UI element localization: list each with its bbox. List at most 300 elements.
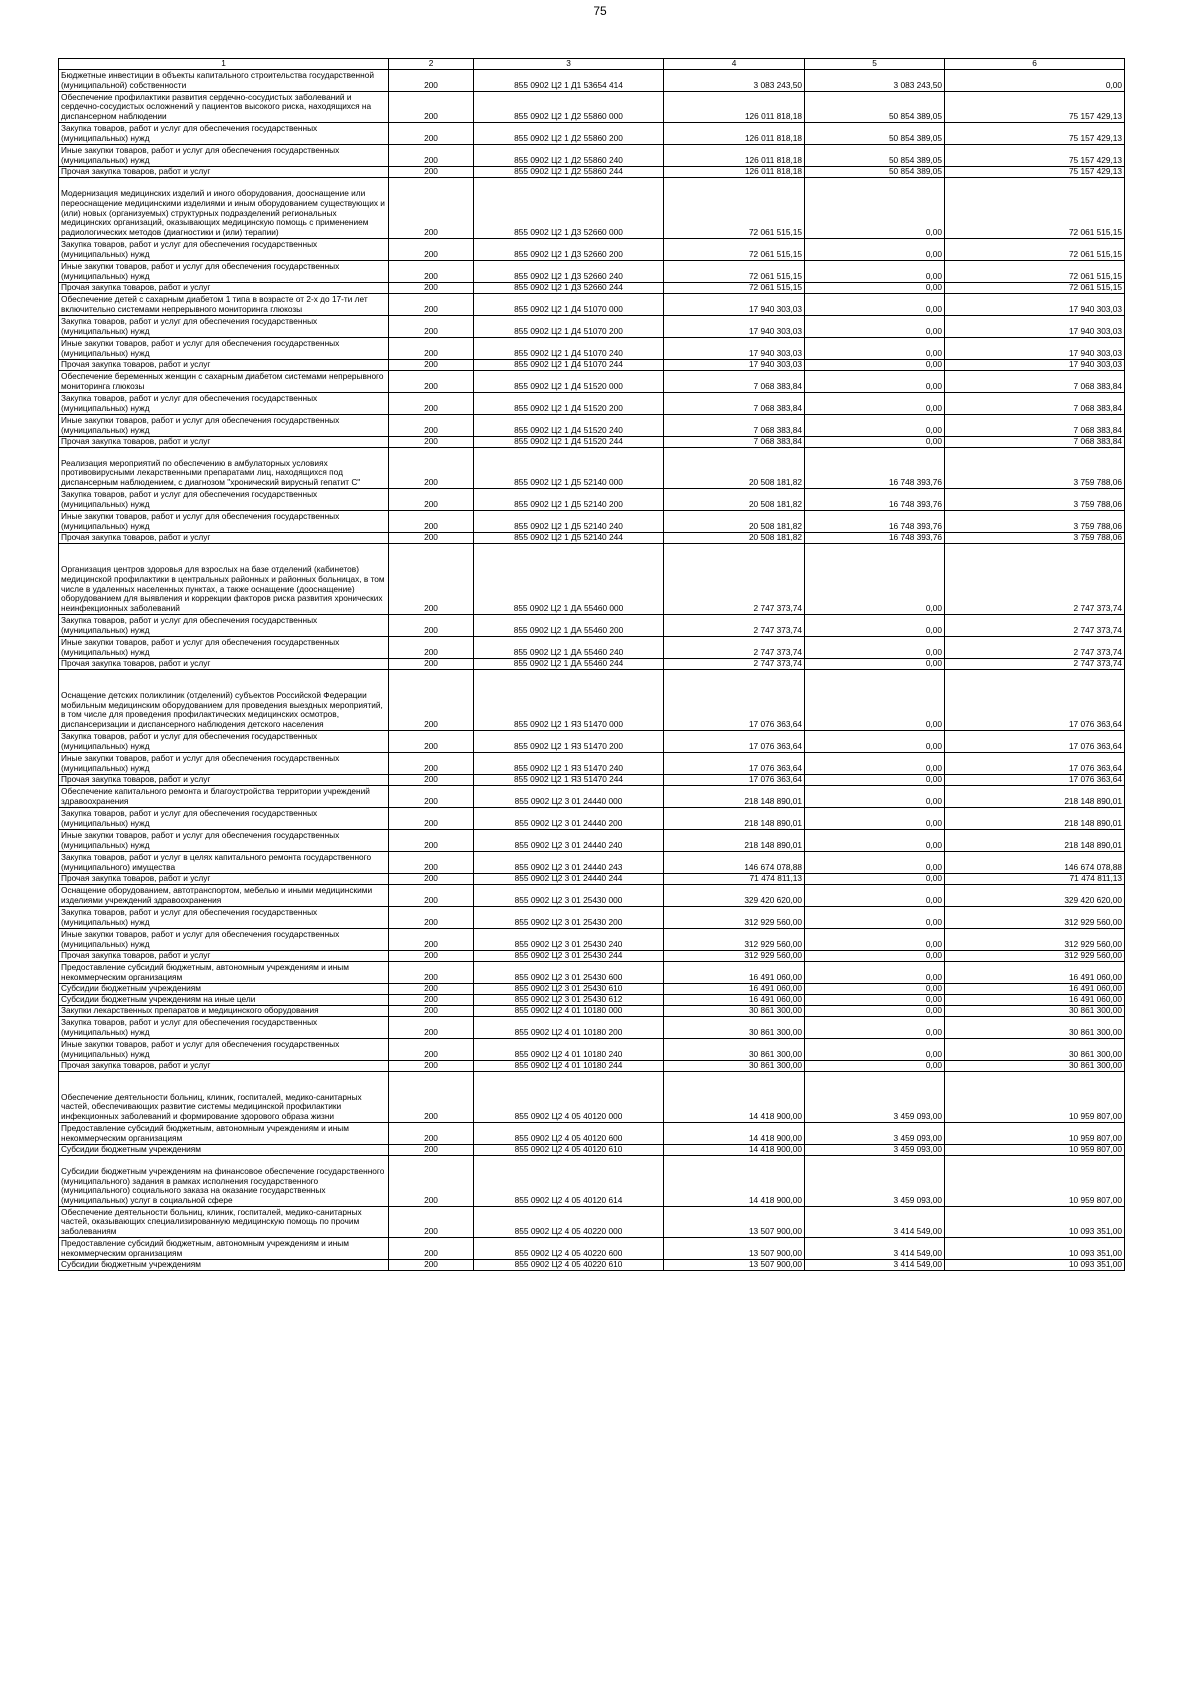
row-remaining-cell: 7 068 383,84 <box>945 437 1125 448</box>
row-code-cell: 855 0902 Ц2 1 Я3 51470 244 <box>474 775 664 786</box>
row-name-cell: Закупки лекарственных препаратов и медицинского оборудования <box>59 1006 389 1017</box>
table-row <box>59 1238 1125 1260</box>
row-code-cell: 855 0902 Ц2 1 Д5 52140 240 <box>474 511 664 533</box>
row-executed-cell: 3 083 243,50 <box>805 70 945 92</box>
row-name-cell: Закупка товаров, работ и услуг для обеспечения государственных (муниципальных) нужд <box>59 731 389 753</box>
row-code-cell: 855 0902 Ц2 1 ДА 55460 244 <box>474 659 664 670</box>
row-name-cell: Прочая закупка товаров, работ и услуг <box>59 283 389 294</box>
row-approved-cell: 126 011 818,18 <box>664 167 805 178</box>
row-executed-cell: 16 748 393,76 <box>805 533 945 544</box>
row-name-cell: Иные закупки товаров, работ и услуг для обеспечения государственных (муниципальных) нужд <box>59 929 389 951</box>
row-col2-cell: 200 <box>389 995 474 1006</box>
row-code-cell: 855 0902 Ц2 3 01 25430 610 <box>474 984 664 995</box>
table-row <box>59 929 1125 951</box>
row-executed-cell: 16 748 393,76 <box>805 448 945 489</box>
row-name-cell: Оснащение детских поликлиник (отделений) субъектов Российской Федерации мобильным медицинским оборудованием для проведения выездных мероприятий, в том числе для проведения профилактических медицинских осмотров, диспансеризации и диспансерного наблюдения детского населения <box>59 670 389 731</box>
row-name-cell: Предоставление субсидий бюджетным, автономным учреждениям и иным некоммерческим организациям <box>59 1238 389 1260</box>
row-col2-cell: 200 <box>389 1156 474 1207</box>
row-approved-cell: 146 674 078,88 <box>664 852 805 874</box>
row-executed-cell: 3 459 093,00 <box>805 1123 945 1145</box>
table-row <box>59 489 1125 511</box>
row-code-cell: 855 0902 Ц2 4 05 40120 610 <box>474 1145 664 1156</box>
row-col2-cell: 200 <box>389 338 474 360</box>
row-executed-cell: 3 414 549,00 <box>805 1260 945 1271</box>
table-row <box>59 167 1125 178</box>
row-approved-cell: 16 491 060,00 <box>664 962 805 984</box>
row-code-cell: 855 0902 Ц2 4 01 10180 244 <box>474 1061 664 1072</box>
row-name-cell: Иные закупки товаров, работ и услуг для обеспечения государственных (муниципальных) нужд <box>59 830 389 852</box>
table-row <box>59 371 1125 393</box>
row-remaining-cell: 72 061 515,15 <box>945 239 1125 261</box>
row-code-cell: 855 0902 Ц2 1 Д4 51070 240 <box>474 338 664 360</box>
row-remaining-cell: 75 157 429,13 <box>945 92 1125 123</box>
row-name-cell: Субсидии бюджетным учреждениям на иные цели <box>59 995 389 1006</box>
row-col2-cell: 200 <box>389 615 474 637</box>
row-approved-cell: 218 148 890,01 <box>664 808 805 830</box>
row-approved-cell: 13 507 900,00 <box>664 1207 805 1238</box>
row-remaining-cell: 71 474 811,13 <box>945 874 1125 885</box>
row-col2-cell: 200 <box>389 145 474 167</box>
row-remaining-cell: 17 940 303,03 <box>945 316 1125 338</box>
row-executed-cell: 0,00 <box>805 995 945 1006</box>
row-name-cell: Обеспечение профилактики развития сердечно-сосудистых заболеваний и сердечно-сосудистых осложнений у пациентов высокого риска, находящихся на диспансерном наблюдении <box>59 92 389 123</box>
row-name-cell: Закупка товаров, работ и услуг в целях капитального ремонта государственного (муниципального) имущества <box>59 852 389 874</box>
row-approved-cell: 126 011 818,18 <box>664 145 805 167</box>
row-executed-cell: 0,00 <box>805 1061 945 1072</box>
row-remaining-cell: 30 861 300,00 <box>945 1061 1125 1072</box>
row-code-cell: 855 0902 Ц2 4 05 40120 000 <box>474 1072 664 1123</box>
row-remaining-cell: 10 093 351,00 <box>945 1238 1125 1260</box>
row-name-cell: Реализация мероприятий по обеспечению в амбулаторных условиях противовирусными лекарственными препаратами лиц, находящихся под диспансерным наблюдением, с диагнозом "хронический вирусный гепатит С" <box>59 448 389 489</box>
row-approved-cell: 2 747 373,74 <box>664 637 805 659</box>
row-name-cell: Субсидии бюджетным учреждениям на финансовое обеспечение государственного (муниципального) задания в рамках исполнения государственного (муниципального) социального заказа на оказание государственных (муниципальных) услуг в социальной сфере <box>59 1156 389 1207</box>
row-remaining-cell: 17 076 363,64 <box>945 670 1125 731</box>
row-approved-cell: 312 929 560,00 <box>664 929 805 951</box>
row-col2-cell: 200 <box>389 261 474 283</box>
row-name-cell: Иные закупки товаров, работ и услуг для обеспечения государственных (муниципальных) нужд <box>59 145 389 167</box>
row-remaining-cell: 30 861 300,00 <box>945 1006 1125 1017</box>
row-col2-cell: 200 <box>389 786 474 808</box>
row-approved-cell: 71 474 811,13 <box>664 874 805 885</box>
row-code-cell: 855 0902 Ц2 1 ДА 55460 000 <box>474 544 664 615</box>
row-executed-cell: 0,00 <box>805 753 945 775</box>
table-row <box>59 786 1125 808</box>
row-name-cell: Иные закупки товаров, работ и услуг для обеспечения государственных (муниципальных) нужд <box>59 753 389 775</box>
row-executed-cell: 0,00 <box>805 637 945 659</box>
table-row <box>59 316 1125 338</box>
row-remaining-cell: 10 093 351,00 <box>945 1207 1125 1238</box>
row-name-cell: Закупка товаров, работ и услуг для обеспечения государственных (муниципальных) нужд <box>59 615 389 637</box>
table-row <box>59 533 1125 544</box>
row-col2-cell: 200 <box>389 70 474 92</box>
row-col2-cell: 200 <box>389 962 474 984</box>
row-executed-cell: 0,00 <box>805 929 945 951</box>
row-col2-cell: 200 <box>389 167 474 178</box>
table-row <box>59 962 1125 984</box>
row-code-cell: 855 0902 Ц2 3 01 24440 243 <box>474 852 664 874</box>
row-col2-cell: 200 <box>389 830 474 852</box>
row-remaining-cell: 3 759 788,06 <box>945 489 1125 511</box>
row-approved-cell: 218 148 890,01 <box>664 830 805 852</box>
row-code-cell: 855 0902 Ц2 1 Д4 51520 200 <box>474 393 664 415</box>
row-name-cell: Закупка товаров, работ и услуг для обеспечения государственных (муниципальных) нужд <box>59 123 389 145</box>
row-executed-cell: 0,00 <box>805 670 945 731</box>
row-approved-cell: 17 940 303,03 <box>664 294 805 316</box>
row-col2-cell: 200 <box>389 415 474 437</box>
row-col2-cell: 200 <box>389 1017 474 1039</box>
column-header: 3 <box>474 59 664 70</box>
row-col2-cell: 200 <box>389 393 474 415</box>
table-row <box>59 448 1125 489</box>
row-col2-cell: 200 <box>389 659 474 670</box>
row-remaining-cell: 30 861 300,00 <box>945 1017 1125 1039</box>
row-col2-cell: 200 <box>389 511 474 533</box>
row-approved-cell: 16 491 060,00 <box>664 984 805 995</box>
row-name-cell: Прочая закупка товаров, работ и услуг <box>59 775 389 786</box>
row-col2-cell: 200 <box>389 294 474 316</box>
row-col2-cell: 200 <box>389 929 474 951</box>
row-col2-cell: 200 <box>389 178 474 239</box>
table-row <box>59 393 1125 415</box>
row-approved-cell: 14 418 900,00 <box>664 1156 805 1207</box>
row-col2-cell: 200 <box>389 283 474 294</box>
row-approved-cell: 2 747 373,74 <box>664 544 805 615</box>
row-name-cell: Иные закупки товаров, работ и услуг для обеспечения государственных (муниципальных) нужд <box>59 338 389 360</box>
row-name-cell: Обеспечение детей с сахарным диабетом 1 типа в возрасте от 2-х до 17-ти лет включительно системами непрерывного мониторинга глюкозы <box>59 294 389 316</box>
row-executed-cell: 0,00 <box>805 775 945 786</box>
row-col2-cell: 200 <box>389 1207 474 1238</box>
row-name-cell: Прочая закупка товаров, работ и услуг <box>59 659 389 670</box>
table-row <box>59 283 1125 294</box>
row-approved-cell: 312 929 560,00 <box>664 907 805 929</box>
row-executed-cell: 0,00 <box>805 907 945 929</box>
row-code-cell: 855 0902 Ц2 4 01 10180 240 <box>474 1039 664 1061</box>
row-executed-cell: 0,00 <box>805 360 945 371</box>
row-name-cell: Субсидии бюджетным учреждениям <box>59 984 389 995</box>
row-approved-cell: 14 418 900,00 <box>664 1072 805 1123</box>
row-approved-cell: 17 940 303,03 <box>664 338 805 360</box>
table-row <box>59 830 1125 852</box>
row-executed-cell: 0,00 <box>805 294 945 316</box>
row-code-cell: 855 0902 Ц2 1 Д4 51520 244 <box>474 437 664 448</box>
row-name-cell: Предоставление субсидий бюджетным, автономным учреждениям и иным некоммерческим организациям <box>59 962 389 984</box>
budget-table <box>58 58 1125 1271</box>
row-name-cell: Субсидии бюджетным учреждениям <box>59 1145 389 1156</box>
table-row <box>59 995 1125 1006</box>
table-row <box>59 1145 1125 1156</box>
row-name-cell: Обеспечение капитального ремонта и благоустройства территории учреждений здравоохранения <box>59 786 389 808</box>
table-row <box>59 511 1125 533</box>
table-row <box>59 659 1125 670</box>
row-approved-cell: 72 061 515,15 <box>664 178 805 239</box>
row-col2-cell: 200 <box>389 852 474 874</box>
row-col2-cell: 200 <box>389 670 474 731</box>
row-approved-cell: 7 068 383,84 <box>664 437 805 448</box>
row-name-cell: Закупка товаров, работ и услуг для обеспечения государственных (муниципальных) нужд <box>59 489 389 511</box>
row-executed-cell: 0,00 <box>805 393 945 415</box>
row-col2-cell: 200 <box>389 533 474 544</box>
row-executed-cell: 0,00 <box>805 1039 945 1061</box>
row-remaining-cell: 10 959 807,00 <box>945 1145 1125 1156</box>
table-row <box>59 1156 1125 1207</box>
row-name-cell: Бюджетные инвестиции в объекты капитального строительства государственной (муниципальной) собственности <box>59 70 389 92</box>
row-code-cell: 855 0902 Ц2 3 01 24440 244 <box>474 874 664 885</box>
table-row <box>59 731 1125 753</box>
table-row <box>59 1061 1125 1072</box>
table-row <box>59 1017 1125 1039</box>
row-col2-cell: 200 <box>389 885 474 907</box>
row-approved-cell: 72 061 515,15 <box>664 261 805 283</box>
row-approved-cell: 13 507 900,00 <box>664 1238 805 1260</box>
row-executed-cell: 0,00 <box>805 659 945 670</box>
table-row <box>59 294 1125 316</box>
row-name-cell: Закупка товаров, работ и услуг для обеспечения государственных (муниципальных) нужд <box>59 1017 389 1039</box>
row-col2-cell: 200 <box>389 808 474 830</box>
row-approved-cell: 3 083 243,50 <box>664 70 805 92</box>
row-code-cell: 855 0902 Ц2 1 Я3 51470 000 <box>474 670 664 731</box>
row-remaining-cell: 7 068 383,84 <box>945 371 1125 393</box>
table-row <box>59 775 1125 786</box>
row-code-cell: 855 0902 Ц2 1 Д2 55860 200 <box>474 123 664 145</box>
row-name-cell: Обеспечение беременных женщин с сахарным диабетом системами непрерывного мониторинга глюкозы <box>59 371 389 393</box>
row-executed-cell: 50 854 389,05 <box>805 92 945 123</box>
table-row <box>59 178 1125 239</box>
row-name-cell: Прочая закупка товаров, работ и услуг <box>59 1061 389 1072</box>
row-code-cell: 855 0902 Ц2 1 Д3 52660 200 <box>474 239 664 261</box>
row-approved-cell: 30 861 300,00 <box>664 1017 805 1039</box>
column-header: 2 <box>389 59 474 70</box>
table-row <box>59 852 1125 874</box>
row-name-cell: Иные закупки товаров, работ и услуг для обеспечения государственных (муниципальных) нужд <box>59 511 389 533</box>
row-executed-cell: 0,00 <box>805 415 945 437</box>
row-code-cell: 855 0902 Ц2 4 01 10180 200 <box>474 1017 664 1039</box>
row-executed-cell: 3 459 093,00 <box>805 1072 945 1123</box>
row-code-cell: 855 0902 Ц2 3 01 25430 000 <box>474 885 664 907</box>
row-remaining-cell: 17 940 303,03 <box>945 360 1125 371</box>
row-code-cell: 855 0902 Ц2 1 Д4 51520 000 <box>474 371 664 393</box>
row-approved-cell: 30 861 300,00 <box>664 1006 805 1017</box>
table-row <box>59 615 1125 637</box>
row-approved-cell: 20 508 181,82 <box>664 489 805 511</box>
table-row <box>59 239 1125 261</box>
row-approved-cell: 7 068 383,84 <box>664 371 805 393</box>
row-remaining-cell: 312 929 560,00 <box>945 951 1125 962</box>
table-row <box>59 1123 1125 1145</box>
row-col2-cell: 200 <box>389 1061 474 1072</box>
row-remaining-cell: 75 157 429,13 <box>945 123 1125 145</box>
row-executed-cell: 3 414 549,00 <box>805 1207 945 1238</box>
table-row <box>59 145 1125 167</box>
row-code-cell: 855 0902 Ц2 1 Д1 53654 414 <box>474 70 664 92</box>
row-col2-cell: 200 <box>389 92 474 123</box>
row-remaining-cell: 17 940 303,03 <box>945 338 1125 360</box>
row-executed-cell: 0,00 <box>805 316 945 338</box>
row-col2-cell: 200 <box>389 1072 474 1123</box>
row-remaining-cell: 3 759 788,06 <box>945 511 1125 533</box>
row-col2-cell: 200 <box>389 775 474 786</box>
row-executed-cell: 0,00 <box>805 239 945 261</box>
row-remaining-cell: 329 420 620,00 <box>945 885 1125 907</box>
row-code-cell: 855 0902 Ц2 1 Д2 55860 000 <box>474 92 664 123</box>
row-col2-cell: 200 <box>389 951 474 962</box>
row-name-cell: Закупка товаров, работ и услуг для обеспечения государственных (муниципальных) нужд <box>59 808 389 830</box>
row-code-cell: 855 0902 Ц2 1 Д3 52660 000 <box>474 178 664 239</box>
row-code-cell: 855 0902 Ц2 3 01 25430 200 <box>474 907 664 929</box>
row-approved-cell: 72 061 515,15 <box>664 283 805 294</box>
row-executed-cell: 0,00 <box>805 962 945 984</box>
row-code-cell: 855 0902 Ц2 4 05 40220 600 <box>474 1238 664 1260</box>
row-name-cell: Закупка товаров, работ и услуг для обеспечения государственных (муниципальных) нужд <box>59 239 389 261</box>
row-remaining-cell: 218 148 890,01 <box>945 786 1125 808</box>
row-col2-cell: 200 <box>389 544 474 615</box>
row-col2-cell: 200 <box>389 1238 474 1260</box>
row-code-cell: 855 0902 Ц2 3 01 24440 240 <box>474 830 664 852</box>
row-col2-cell: 200 <box>389 239 474 261</box>
row-remaining-cell: 312 929 560,00 <box>945 907 1125 929</box>
row-name-cell: Закупка товаров, работ и услуг для обеспечения государственных (муниципальных) нужд <box>59 393 389 415</box>
row-name-cell: Закупка товаров, работ и услуг для обеспечения государственных (муниципальных) нужд <box>59 316 389 338</box>
row-remaining-cell: 2 747 373,74 <box>945 637 1125 659</box>
row-remaining-cell: 2 747 373,74 <box>945 659 1125 670</box>
row-remaining-cell: 72 061 515,15 <box>945 178 1125 239</box>
row-executed-cell: 16 748 393,76 <box>805 511 945 533</box>
row-code-cell: 855 0902 Ц2 1 ДА 55460 200 <box>474 615 664 637</box>
row-code-cell: 855 0902 Ц2 1 Я3 51470 240 <box>474 753 664 775</box>
row-remaining-cell: 17 076 363,64 <box>945 775 1125 786</box>
row-remaining-cell: 75 157 429,13 <box>945 145 1125 167</box>
table-row <box>59 753 1125 775</box>
row-code-cell: 855 0902 Ц2 3 01 25430 612 <box>474 995 664 1006</box>
row-col2-cell: 200 <box>389 1260 474 1271</box>
column-header: 4 <box>664 59 805 70</box>
row-col2-cell: 200 <box>389 753 474 775</box>
row-name-cell: Обеспечение деятельности больниц, клиник, госпиталей, медико-санитарных частей, оказывающих специализированную медицинскую помощь по прочим заболеваниям <box>59 1207 389 1238</box>
row-name-cell: Прочая закупка товаров, работ и услуг <box>59 874 389 885</box>
row-approved-cell: 17 940 303,03 <box>664 360 805 371</box>
row-col2-cell: 200 <box>389 637 474 659</box>
table-row <box>59 1072 1125 1123</box>
row-remaining-cell: 16 491 060,00 <box>945 962 1125 984</box>
row-executed-cell: 0,00 <box>805 951 945 962</box>
table-row <box>59 338 1125 360</box>
row-name-cell: Прочая закупка товаров, работ и услуг <box>59 533 389 544</box>
row-executed-cell: 3 459 093,00 <box>805 1156 945 1207</box>
row-approved-cell: 14 418 900,00 <box>664 1123 805 1145</box>
row-remaining-cell: 30 861 300,00 <box>945 1039 1125 1061</box>
row-executed-cell: 0,00 <box>805 338 945 360</box>
row-name-cell: Прочая закупка товаров, работ и услуг <box>59 437 389 448</box>
row-remaining-cell: 10 959 807,00 <box>945 1123 1125 1145</box>
header-row <box>59 59 1125 70</box>
row-remaining-cell: 17 940 303,03 <box>945 294 1125 316</box>
table-row <box>59 874 1125 885</box>
row-code-cell: 855 0902 Ц2 4 05 40120 614 <box>474 1156 664 1207</box>
row-approved-cell: 17 076 363,64 <box>664 731 805 753</box>
row-col2-cell: 200 <box>389 874 474 885</box>
table-row <box>59 1207 1125 1238</box>
row-remaining-cell: 17 076 363,64 <box>945 731 1125 753</box>
row-col2-cell: 200 <box>389 437 474 448</box>
row-executed-cell: 0,00 <box>805 731 945 753</box>
row-code-cell: 855 0902 Ц2 1 Д3 52660 240 <box>474 261 664 283</box>
row-code-cell: 855 0902 Ц2 3 01 25430 600 <box>474 962 664 984</box>
row-approved-cell: 17 076 363,64 <box>664 670 805 731</box>
row-code-cell: 855 0902 Ц2 4 05 40220 000 <box>474 1207 664 1238</box>
row-code-cell: 855 0902 Ц2 1 Я3 51470 200 <box>474 731 664 753</box>
table-row <box>59 808 1125 830</box>
table-row <box>59 907 1125 929</box>
row-code-cell: 855 0902 Ц2 1 Д4 51070 244 <box>474 360 664 371</box>
row-remaining-cell: 10 959 807,00 <box>945 1072 1125 1123</box>
row-executed-cell: 0,00 <box>805 1017 945 1039</box>
table-row <box>59 885 1125 907</box>
table-row <box>59 70 1125 92</box>
row-approved-cell: 17 076 363,64 <box>664 753 805 775</box>
table-row <box>59 92 1125 123</box>
row-executed-cell: 0,00 <box>805 283 945 294</box>
row-executed-cell: 0,00 <box>805 885 945 907</box>
row-executed-cell: 0,00 <box>805 437 945 448</box>
row-col2-cell: 200 <box>389 907 474 929</box>
table-row <box>59 1006 1125 1017</box>
row-executed-cell: 0,00 <box>805 808 945 830</box>
row-remaining-cell: 146 674 078,88 <box>945 852 1125 874</box>
row-code-cell: 855 0902 Ц2 3 01 25430 240 <box>474 929 664 951</box>
row-name-cell: Обеспечение деятельности больниц, клиник, госпиталей, медико-санитарных частей, обеспечивающих развитие системы медицинской профилактики инфекционных заболеваний и формирование здорового образа жизни <box>59 1072 389 1123</box>
table-row <box>59 984 1125 995</box>
row-col2-cell: 200 <box>389 316 474 338</box>
row-approved-cell: 72 061 515,15 <box>664 239 805 261</box>
column-header: 5 <box>805 59 945 70</box>
table-row <box>59 1039 1125 1061</box>
row-approved-cell: 16 491 060,00 <box>664 995 805 1006</box>
row-name-cell: Организация центров здоровья для взрослых на базе отделений (кабинетов) медицинской профилактики в центральных районных и районных больницах, в том числе в удаленных населенных пунктах, а также оснащение (дооснащение) оборудованием для выявления и коррекции факторов риска развития хронических неинфекционных заболеваний <box>59 544 389 615</box>
table-row <box>59 670 1125 731</box>
row-approved-cell: 17 076 363,64 <box>664 775 805 786</box>
column-header: 6 <box>945 59 1125 70</box>
row-approved-cell: 30 861 300,00 <box>664 1061 805 1072</box>
row-code-cell: 855 0902 Ц2 4 05 40220 610 <box>474 1260 664 1271</box>
row-approved-cell: 218 148 890,01 <box>664 786 805 808</box>
row-name-cell: Иные закупки товаров, работ и услуг для обеспечения государственных (муниципальных) нужд <box>59 261 389 283</box>
row-code-cell: 855 0902 Ц2 1 Д5 52140 244 <box>474 533 664 544</box>
row-executed-cell: 0,00 <box>805 786 945 808</box>
row-code-cell: 855 0902 Ц2 4 05 40120 600 <box>474 1123 664 1145</box>
row-name-cell: Прочая закупка товаров, работ и услуг <box>59 360 389 371</box>
row-remaining-cell: 2 747 373,74 <box>945 544 1125 615</box>
row-approved-cell: 7 068 383,84 <box>664 393 805 415</box>
table-row <box>59 360 1125 371</box>
row-remaining-cell: 16 491 060,00 <box>945 995 1125 1006</box>
row-executed-cell: 0,00 <box>805 874 945 885</box>
row-remaining-cell: 312 929 560,00 <box>945 929 1125 951</box>
table-row <box>59 437 1125 448</box>
row-code-cell: 855 0902 Ц2 1 Д4 51520 240 <box>474 415 664 437</box>
row-col2-cell: 200 <box>389 984 474 995</box>
row-remaining-cell: 10 093 351,00 <box>945 1260 1125 1271</box>
row-approved-cell: 30 861 300,00 <box>664 1039 805 1061</box>
row-approved-cell: 20 508 181,82 <box>664 533 805 544</box>
row-approved-cell: 7 068 383,84 <box>664 415 805 437</box>
row-approved-cell: 20 508 181,82 <box>664 511 805 533</box>
row-executed-cell: 0,00 <box>805 1006 945 1017</box>
row-executed-cell: 50 854 389,05 <box>805 145 945 167</box>
row-remaining-cell: 218 148 890,01 <box>945 830 1125 852</box>
row-remaining-cell: 7 068 383,84 <box>945 415 1125 437</box>
row-executed-cell: 0,00 <box>805 544 945 615</box>
table-row <box>59 637 1125 659</box>
row-remaining-cell: 72 061 515,15 <box>945 283 1125 294</box>
